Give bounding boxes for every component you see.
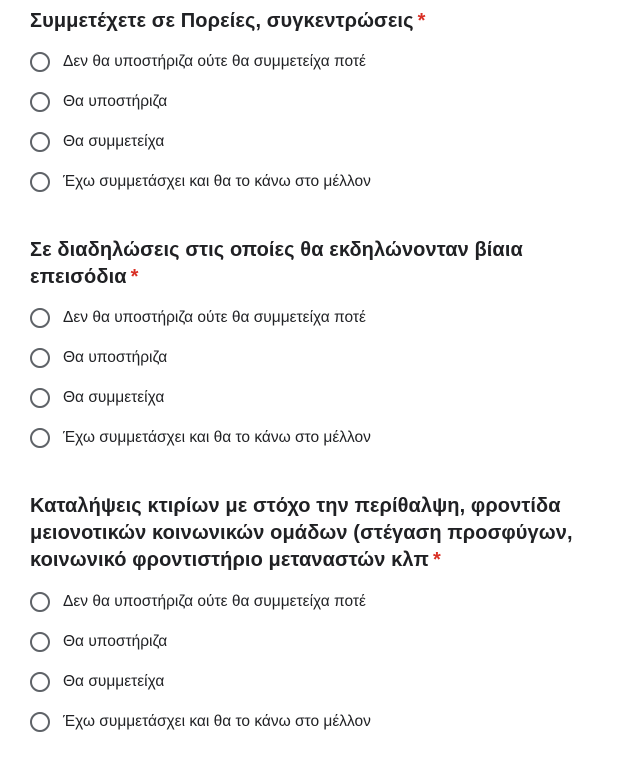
question-title — [30, 8, 600, 35]
radio-button[interactable] — [30, 172, 50, 192]
question-3 — [30, 493, 600, 742]
radio-option-would-participate[interactable] — [30, 662, 600, 702]
radio-option-label: Έχω συμμετάσχει και θα το κάνω στο μέλλον — [63, 173, 371, 190]
radio-button[interactable] — [30, 632, 50, 652]
radio-option-never[interactable] — [30, 298, 600, 338]
question-title — [30, 493, 600, 574]
required-asterisk: * — [417, 10, 426, 32]
radio-option-would-support[interactable] — [30, 82, 600, 122]
radio-option-label: Θα υποστήριζα — [63, 633, 168, 650]
radio-button[interactable] — [30, 592, 50, 612]
radio-option-label: Θα υποστήριζα — [63, 93, 168, 110]
question-title-text: Συμμετέχετε σε Πορείες, συγκεντρώσεις — [30, 10, 414, 32]
radio-option-label: Θα συμμετείχα — [63, 133, 165, 150]
radio-group — [30, 582, 600, 742]
question-title-text: Σε διαδηλώσεις στις οποίες θα εκδηλώνονταν βίαια επεισόδια — [30, 239, 523, 288]
radio-option-would-support[interactable] — [30, 622, 600, 662]
radio-option-label: Δεν θα υποστήριζα ούτε θα συμμετείχα ποτέ — [63, 593, 366, 610]
radio-option-would-participate[interactable] — [30, 122, 600, 162]
radio-option-never[interactable] — [30, 42, 600, 82]
radio-option-label: Θα υποστήριζα — [63, 349, 168, 366]
radio-button[interactable] — [30, 388, 50, 408]
radio-group — [30, 42, 600, 202]
question-title — [30, 237, 600, 291]
question-title-text: Καταλήψεις κτιρίων με στόχο την περίθαλψη, φροντίδα μειονοτικών κοινωνικών ομάδων (στέγαση προσφύγων, κοινωνικό φροντιστήριο μεταναστών κλπ — [30, 495, 573, 571]
radio-option-never[interactable] — [30, 582, 600, 622]
radio-button[interactable] — [30, 132, 50, 152]
radio-button[interactable] — [30, 348, 50, 368]
radio-button[interactable] — [30, 712, 50, 732]
radio-option-label: Έχω συμμετάσχει και θα το κάνω στο μέλλον — [63, 429, 371, 446]
radio-option-label: Θα συμμετείχα — [63, 389, 165, 406]
radio-button[interactable] — [30, 92, 50, 112]
radio-option-label: Θα συμμετείχα — [63, 673, 165, 690]
radio-group — [30, 298, 600, 458]
question-1 — [30, 8, 600, 202]
radio-button[interactable] — [30, 428, 50, 448]
question-2 — [30, 237, 600, 458]
radio-option-have-participated[interactable] — [30, 702, 600, 742]
radio-option-have-participated[interactable] — [30, 162, 600, 202]
required-asterisk: * — [432, 549, 441, 571]
radio-button[interactable] — [30, 308, 50, 328]
radio-option-label: Έχω συμμετάσχει και θα το κάνω στο μέλλον — [63, 713, 371, 730]
radio-button[interactable] — [30, 672, 50, 692]
radio-option-would-support[interactable] — [30, 338, 600, 378]
radio-option-have-participated[interactable] — [30, 418, 600, 458]
radio-option-label: Δεν θα υποστήριζα ούτε θα συμμετείχα ποτέ — [63, 309, 366, 326]
radio-button[interactable] — [30, 52, 50, 72]
radio-option-label: Δεν θα υποστήριζα ούτε θα συμμετείχα ποτέ — [63, 53, 366, 70]
radio-option-would-participate[interactable] — [30, 378, 600, 418]
required-asterisk: * — [130, 266, 139, 288]
